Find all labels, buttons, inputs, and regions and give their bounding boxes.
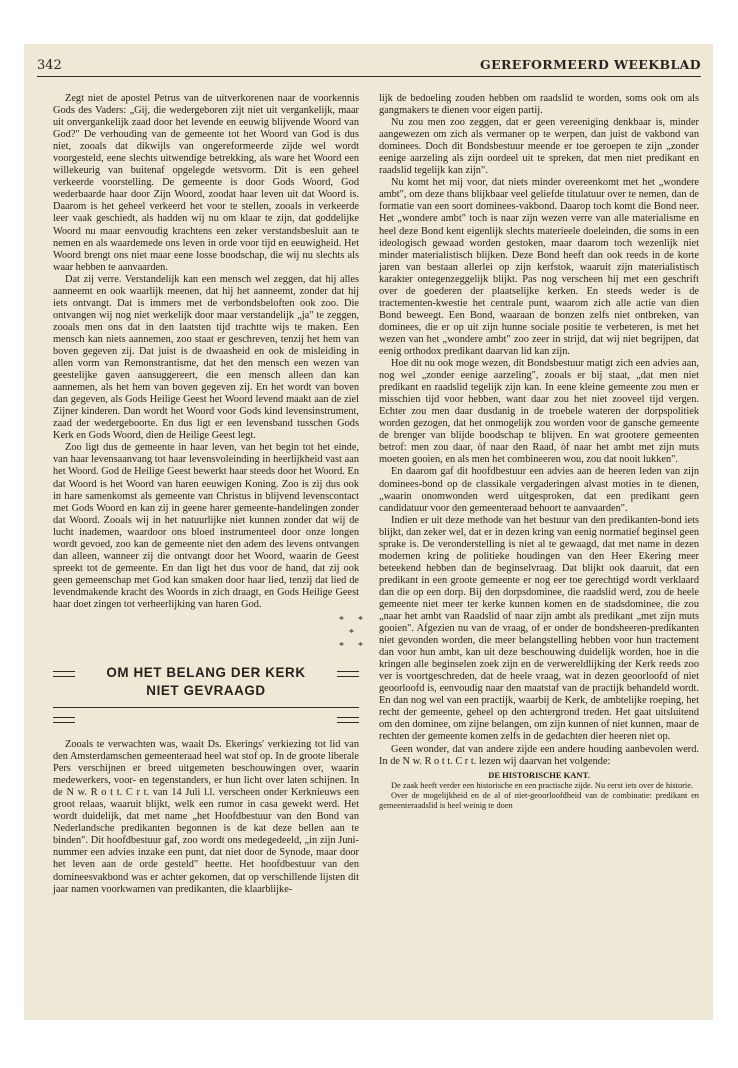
- paragraph: Hoe dit nu ook moge wezen, dit Bondsbestuur matigt zich een advies aan, nog wel „zonder eenige aarzeling", zooals er bij staat, „dat men niet predikant en raadslid tegelijk zijn kan. In eene kleine gemeente zou men er misschien tijd voor hebben, want daar zou het niet zooveel tijd vergen. Echter zou men daar dusdanig in de troebele wateren der dorpspolitiek worden gezogen, dat het onmogelijk zou worden voor de gansche gemeente de brenger van blijde boodschap te blijven. En wat grootere gemeenten betrof: men zou daar, òf naar den Raad, òf naar het ambt met zijn muts moeten gooien, en als men het combineeren wou, zou dat nooit lukken".: [379, 358, 699, 466]
- double-rule: [53, 671, 75, 677]
- right-column: [379, 93, 699, 811]
- double-rule: [337, 717, 359, 723]
- double-rule: [337, 671, 359, 677]
- paragraph: Nu zou men zoo zeggen, dat er geen vereeniging denkbaar is, minder aangewezen om zich als vermaner op te werpen, dan juist de vakbond van dominees. Doch dit Bondsbestuur meende er toe geroepen te zijn „zonder eenige aarzeling als zijn oordeel uit te spreken, dat men niet predikant en raadslid tegelijk kan zijn".: [379, 117, 699, 177]
- left-column: [53, 93, 363, 896]
- paragraph: Zoo ligt dus de gemeente in haar leven, van het begin tot het einde, van haar levensaanvang tot haar levensvoleinding in heerlijkheid vast aan het Woord. God de Heilige Geest bewerkt haar steeds door het Woord. En dat Woord is het Woord van haren eeuwigen Koning. Zoo is zij dus ook in hare samenkomst als gemeente van Christus in blijvend levenscontact met Gods Woord en kan zij in geene harer gemeente-handelingen zonder dat Woord. Zooals wij in het natuurlijke niet kunnen zonder dat wij de lucht inademen, waardoor ons bloed instrumenteel door onze longen wordt gevoed, zoo kan de gemeente niet den adem des levens ontvangen dan alleen, wanneer zij die ontvangt door het Woord, waarin de Geest spreekt tot de gemeente. En dan ligt het dus voor de hand, dat zij ook geen gemeenschap met God kan smaken door haar lied, tenzij dat lied de levendmakende kracht des Woords in zich draagt, en Gods Heilige Geest haar doet zingen tot verheerlijking van haren God.: [53, 442, 359, 610]
- page-header: [37, 57, 701, 75]
- separator-star: *: [339, 641, 344, 653]
- running-head: GEREFORMEERD WEEKBLAD: [480, 57, 701, 72]
- heading-rule: [53, 707, 359, 708]
- page-number: 342: [37, 58, 62, 73]
- paragraph: Dat zij verre. Verstandelijk kan een mensch wel zeggen, dat hij alles aanneemt en ook waarlijk meenen, dat hij het aanneemt, zonder dat hij iets ontvangt. Dat is immers met de verbondsbeloften ook zoo. Die ontvangen wij nog niet werkelijk door maar verstandelijk „ja" te zeggen, zooals men ons dat in den laatsten tijd trachtte wijs te maken. Een mensch kan niets aannemen, zoo staat er geschreven, tenzij het hem van boven gegeven zij. Dat juist is de dwaasheid en ook de misleiding in allen vorm van Remonstrantisme, dat het den mensch een wezen van geestelijke gaven aansuggereert, die een mensch alleen dan kan aannemen, als het hem van boven gegeven zij. En het wordt van boven dan gegeven, als Gods Heilige Geest het Woord levend maakt aan de ziel Zijner kinderen. Dan wordt het Woord voor Gods kind levensinstrument, zaad der wedergeboorte. En dus ligt er een levensband tusschen Gods Kerk en Gods Woord, dien de Heilige Geest legt.: [53, 273, 359, 442]
- paragraph: Zooals te verwachten was, waait Ds. Ekerings' verkiezing tot lid van den Amsterdamschen gemeenteraad heel wat stof op. In de groote liberale Pers verschijnen er breed uitgemeten beschouwingen over, waarin medewerkers, voor- en tegenstanders, er hun licht over laten schijnen. In de N w. R o t t. C r t. van 14 Juli l.l. verscheen onder Kerknieuws een groot relaas, waaruit blijkt, welk een rumor in casa gewekt werd. Het wordt duidelijk, dat met name „het Hoofdbestuur van den Bond van Nederlandsche predikanten begonnen is de kat deze bellen aan te binden". Dit hoofdbestuur gaf, zoo wordt ons medegedeeld, „in zijn Juni-nummer een advies inzake een punt, dat niet door de Synode, maar door het leven aan de orde gesteld" heette. Het hoofdbestuur van den domineesvakbond was er achter gekomen, dat op verschillende lijsten dit jaar namen voorkwamen van predikanten, die klaarblijke-: [53, 739, 359, 895]
- separator-star: *: [358, 615, 363, 627]
- paragraph: Indien er uit deze methode van het bestuur van den predikanten-bond iets blijkt, dan zeker wel, dat er in dezen kring van eenig normatief beginsel geen sprake is. De veronderstelling is niet al te gewaagd, dat met name in dezen modernen kring de politieke houdingen van den Heer Ekering meer beteekend hebben dan de beginselvraag. Dat blijkt ook daaruit, dat een predikant in een groote gemeente er nog eer toe gerechtigd wordt verklaard dan die op een dorp. Bij den dorpsdominee, die raadslid werd, zou de heele gemeente niet meer ter kerke kunnen komen en de stadsdominee, die zou „naar het ambt van Raadslid of naar zijn ambt als predikant „met zijn muts gooien". Afgezien nu van de vraag, of er onder de bondsheeren-predikanten niet gevonden worden, die meer belangstelling hebben voor hun tractement dan voor hun ambt, kan uit deze beschouwing duidelijk worden, hoe in die kringen alle beginselen zoek zijn en de verwereldlijking der Kerk reeds zoo ver is voortgeschreden, dat de heele vraag, wat in dezen geoorloofd of niet geoorloofd is, eenvoudig naar den maatstaf van de practijk behandeld wordt. En dan nog wel van een practijk, waarbij de Kerk, de ambtelijke roeping, het recht der gemeente, geheel op den achtergrond treden. Het gaat uitsluitend om den dominee, om zijne belangen, om zijn kunnen of niet kunnen, maar de rechten der gemeente komen zelfs in de gedachten dier heeren niet op.: [379, 514, 699, 743]
- separator-star: *: [339, 615, 344, 627]
- paragraph: Zegt niet de apostel Petrus van de uitverkorenen naar de voorkennis Gods des Vaders: „Gij, die wedergeboren zijt niet uit vergankelijk, maar uit onvergankelijk zaad door het levende en eeuwig blijvende Woord van God?" De verhouding van de gemeente tot het Woord van God is dus niet, zooals dat dikwijls van ongereformeerde zijde wel wordt voorgesteld, eene slechts uitwendige betrekking, als ware het Woord een willekeurig van buitenaf opgelegde wetsvorm. Dit is een geheel verkeerde voorstelling. De gemeente is door Gods Woord, God wederbaarde haar door Zijn Woord, zoodat haar leven uit dat Woord is. Daarom is het geheel verkeerd het voor te stellen, zooals in verkeerde leer vaak geschiedt, als hadden wij nu om klaar te zijn, dat goddelijke Woord nu maar eenvoudig krachtens een zeker verstandsbesluit aan te nemen en als waardemede ons leven in orde voor tijd en eeuwigheid. Het Woord brengt ons niet maar eene losse boodschap, die wij nu slechts als waar hebben te aanvaarden.: [53, 93, 359, 273]
- article-heading-box: [53, 665, 359, 727]
- quoted-excerpt: [379, 781, 699, 811]
- paragraph: En daarom gaf dit hoofdbestuur een advies aan de heeren leden van zijn dominees-bond op de classikale vergaderingen alvast moties in te dienen, „waarin onomwonden werd uitgesproken, dat een predikant geen candidatuur voor den gemeenteraad behoort te aanvaarden".: [379, 466, 699, 514]
- header-rule: [37, 76, 701, 77]
- article-title: OM HET BELANG DER KERK: [106, 665, 306, 681]
- separator-star: *: [358, 641, 363, 653]
- section-separator: [53, 615, 363, 653]
- paragraph: Nu komt het mij voor, dat niets minder overeenkomt met het „wondere ambt", om deze thans blijkbaar veel geliefde titulatuur over te nemen, dan de formatie van een soort dominees-vakbond. Daarop toch komt die Bond neer. Het „wondere ambt" toch is naar zijn wezen verre van alle materialisme en heel deze Bond kent eigenlijk slechts materieele doeleinden, die soms in een ideologisch gewaad worden gestoken, maar daarom toch wezenlijk niet minder materialistisch blijken. Deze Bond heeft dan ook reeds in de korte jaren van bestaan allerlei op zijn kerfstok, waaruit zijn materialistisch karakter ontegenzeggelijk blijkt. Pas nog verscheen hij met een geschrift over de goederen der plaatselijke kerken. En steeds weder is de tractementen-kwestie het centrale punt, waarom zich alle actie van dien Bond beweegt. Een Bond, waaraan de bonzen zelfs niet ontbreken, van dominees, die er op uit zijn hunne sociale positie te verbeteren, is met het wezen van het „wondere ambt" zoo zeer in strijd, dat wij niet begrijpen, dat eenig orthodox predikant daarvan lid kan zijn.: [379, 177, 699, 357]
- quoted-paragraph: De zaak heeft verder een historische en een practische zijde. Nu eerst iets over de historie.: [391, 780, 694, 790]
- paragraph: Geen wonder, dat van andere zijde een andere houding aanbevolen werd. In de N w. R o t t. C r t. lezen wij daarvan het volgende:: [379, 743, 699, 767]
- quoted-paragraph: Over de mogelijkheid en de al of niet-geoorloofdheid van de combinatie: predikant en gemeenteraadslid is heel weinig te doen: [379, 790, 699, 810]
- article-title-line2: NIET GEVRAAGD: [146, 683, 266, 699]
- paragraph: lijk de bedoeling zouden hebben om raadslid te worden, soms ook om als gangmakers te dienen voor eigen partij.: [379, 93, 699, 117]
- subheading: DE HISTORISCHE KANT.: [488, 769, 590, 780]
- separator-star: *: [349, 628, 354, 640]
- double-rule: [53, 717, 75, 723]
